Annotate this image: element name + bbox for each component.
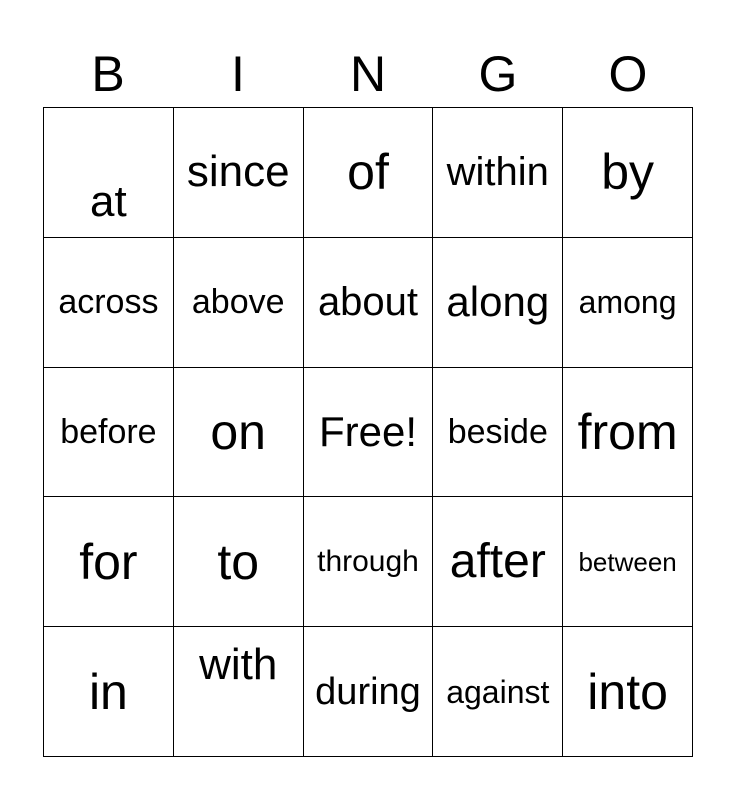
bingo-cell xyxy=(433,627,563,757)
cell-word: before xyxy=(60,412,157,451)
cell-word: with xyxy=(199,639,278,689)
bingo-cell xyxy=(304,108,434,238)
header-letter-n: N xyxy=(349,46,387,102)
bingo-cell free-space xyxy=(304,368,434,498)
header-letter-g: G xyxy=(478,46,518,102)
bingo-cell xyxy=(174,108,304,238)
bingo-cell xyxy=(174,368,304,498)
cell-word: to xyxy=(217,533,260,590)
header-letter-b: B xyxy=(91,46,125,102)
cell-word: between xyxy=(578,546,677,577)
bingo-cell xyxy=(563,627,693,757)
cell-word: across xyxy=(58,283,159,322)
cell-word: at xyxy=(90,177,127,227)
bingo-cell xyxy=(433,497,563,627)
cell-word: on xyxy=(210,403,266,460)
cell-word: through xyxy=(317,544,419,578)
bingo-cell xyxy=(433,368,563,498)
cell-word: during xyxy=(315,670,421,713)
bingo-board xyxy=(43,107,693,757)
cell-word: in xyxy=(88,663,128,720)
bingo-cell xyxy=(44,108,174,238)
cell-word: among xyxy=(578,284,677,321)
bingo-cell xyxy=(563,497,693,627)
bingo-cell xyxy=(44,497,174,627)
cell-word: Free! xyxy=(318,407,417,455)
bingo-cell xyxy=(44,238,174,368)
bingo-cell xyxy=(174,627,304,757)
bingo-cell xyxy=(44,627,174,757)
bingo-header xyxy=(43,44,693,104)
bingo-cell xyxy=(174,238,304,368)
cell-word: since xyxy=(186,147,290,197)
cell-word: after xyxy=(449,534,546,588)
bingo-cell xyxy=(44,368,174,498)
cell-word: into xyxy=(587,663,668,720)
bingo-cell xyxy=(563,108,693,238)
cell-word: along xyxy=(446,278,550,326)
cell-word: of xyxy=(347,144,389,201)
cell-word: beside xyxy=(447,412,548,451)
cell-word: about xyxy=(317,280,419,325)
bingo-cell xyxy=(433,238,563,368)
cell-word: from xyxy=(577,403,678,460)
cell-word: above xyxy=(191,283,285,322)
cell-word: for xyxy=(79,533,138,590)
bingo-cell xyxy=(433,108,563,238)
bingo-cell xyxy=(174,497,304,627)
bingo-cell xyxy=(304,238,434,368)
header-letter-o: O xyxy=(608,46,648,102)
header-letter-i: I xyxy=(231,46,245,102)
cell-word: within xyxy=(446,150,549,195)
bingo-cell xyxy=(563,238,693,368)
bingo-cell xyxy=(563,368,693,498)
bingo-cell xyxy=(304,627,434,757)
cell-word: against xyxy=(446,673,550,710)
cell-word: by xyxy=(601,144,654,201)
bingo-cell xyxy=(304,497,434,627)
